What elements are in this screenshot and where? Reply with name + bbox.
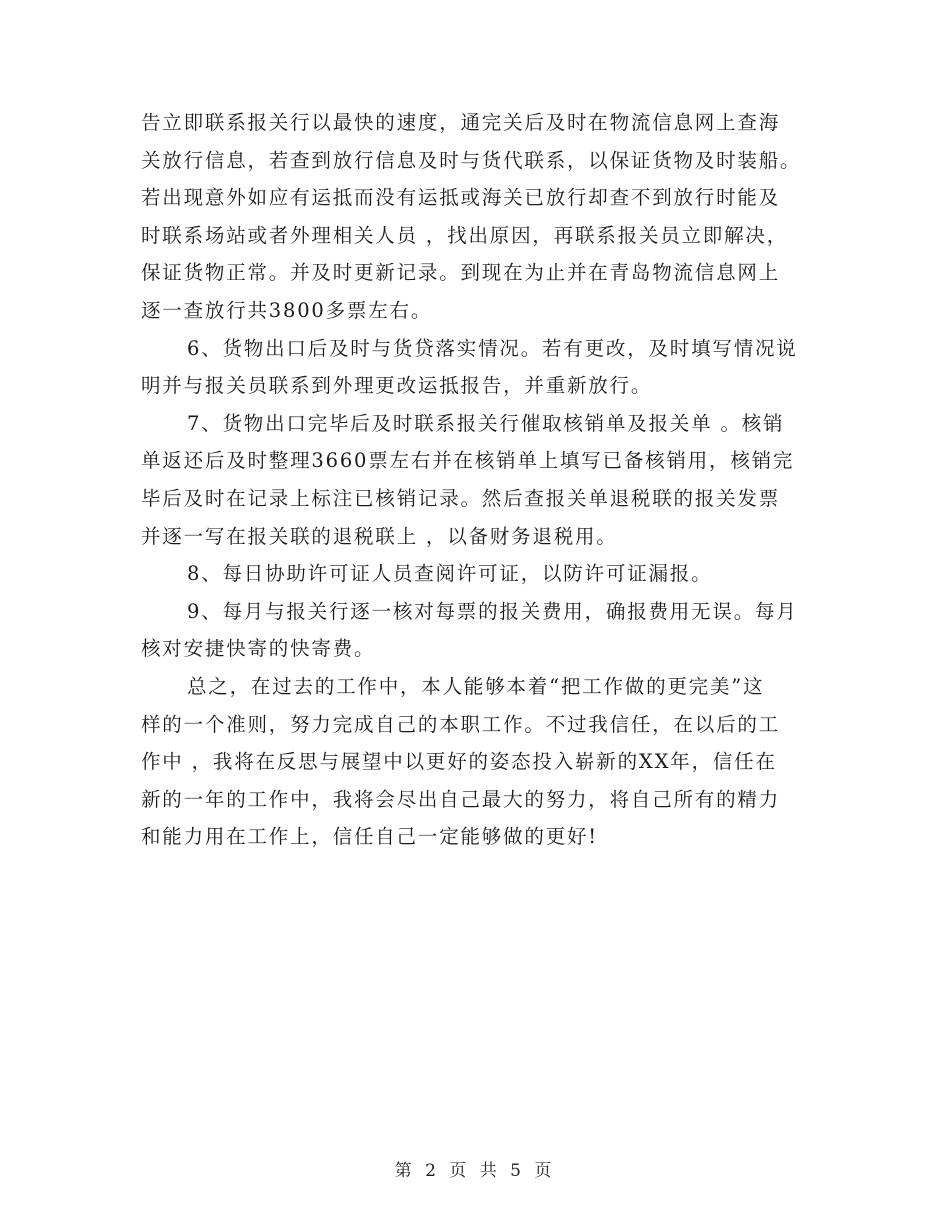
text-line: 总之，在过去的工作中，本人能够本着“把工作做的更完美”这 xyxy=(187,674,765,698)
text-line: 明并与报关员联系到外理更改运抵报告，并重新放行。 xyxy=(141,374,653,398)
text-line: 9、每月与报关行逐一核对每票的报关费用，确报费用无误。每月 xyxy=(187,599,798,623)
document-body xyxy=(141,104,811,856)
text-line: 单返还后及时整理3660票左右并在核销单上填写已备核销用，核销完 xyxy=(141,449,795,473)
text-line: 7、货物出口完毕后及时联系报关行催取核销单及报关单 。核销 xyxy=(187,411,785,435)
text-line: 和能力用在工作上，信任自己一定能够做的更好! xyxy=(141,825,598,849)
text-line: 毕后及时在记录上标注已核销记录。然后查报关单退税联的报关发票 xyxy=(141,486,781,510)
text-line: 逐一查放行共3800多票左右。 xyxy=(141,298,433,322)
text-line: 告立即联系报关行以最快的速度，通完关后及时在物流信息网上查海 xyxy=(141,111,781,134)
text-line: 作中 ，我将在反思与展望中以更好的姿态投入崭新的XX年，信任在 xyxy=(141,750,777,774)
text-line: 6、货物出口后及时与货贷落实情况。若有更改，及时填写情况说 xyxy=(187,336,798,360)
page-number-footer: 第 2 页 共 5 页 xyxy=(394,1161,556,1181)
text-line: 8、每日协助许可证人员查阅许可证，以防许可证漏报。 xyxy=(187,562,713,586)
text-line: 并逐一写在报关联的退税联上 ，以备财务退税用。 xyxy=(141,524,618,548)
text-line: 核对安捷快寄的快寄费。 xyxy=(141,637,376,661)
text-line: 新的一年的工作中，我将会尽出自己最大的努力，将自己所有的精力 xyxy=(141,787,781,811)
text-line: 保证货物正常。并及时更新记录。到现在为止并在青岛物流信息网上 xyxy=(141,261,781,285)
text-line: 样的一个准则，努力完成自己的本职工作。不过我信任，在以后的工 xyxy=(141,712,781,736)
text-line: 关放行信息，若查到放行信息及时与货代联系，以保证货物及时装船。 xyxy=(141,148,802,172)
text-line: 时联系场站或者外理相关人员 ，找出原因，再联系报关员立即解决， xyxy=(141,223,788,247)
text-line: 若出现意外如应有运抵而没有运抵或海关已放行却查不到放行时能及 xyxy=(141,186,781,210)
